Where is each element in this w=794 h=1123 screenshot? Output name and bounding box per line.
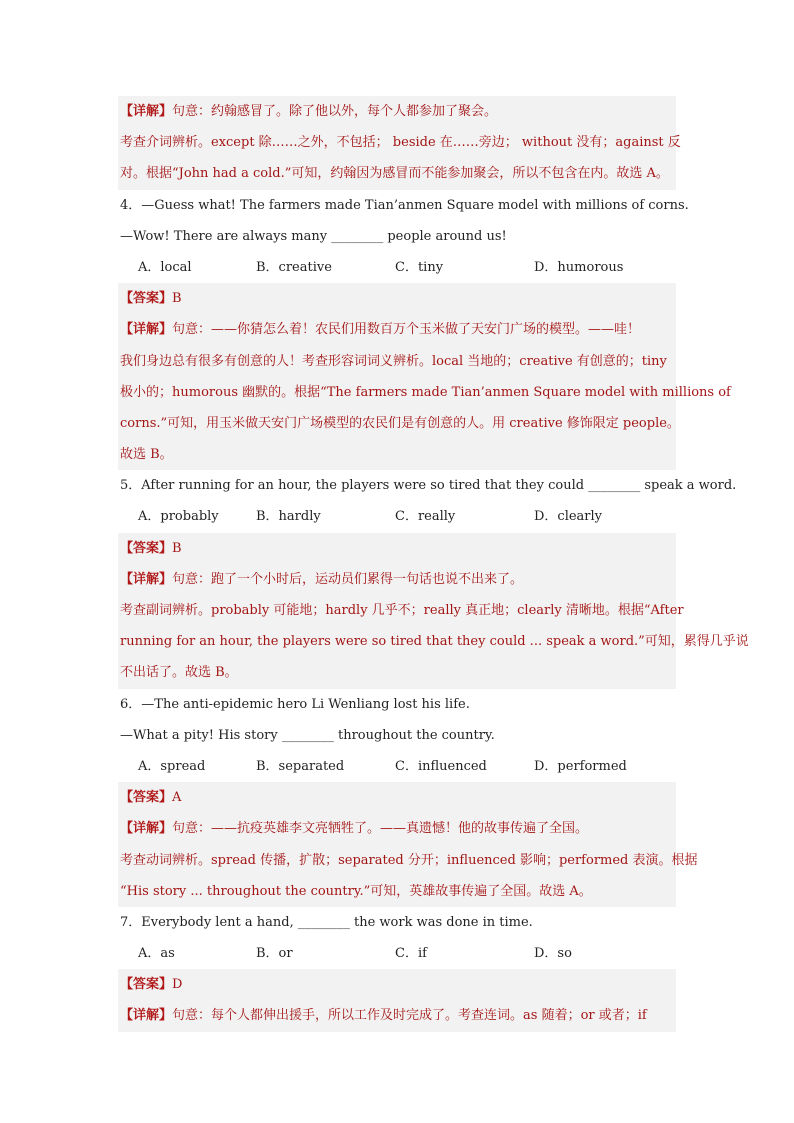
answer-tag: 【答案】: [120, 790, 173, 806]
detail-line: 【详解】句意：约翰感冒了。除了他以外，每个人都参加了聚会。: [118, 96, 676, 127]
answer-tag: 【答案】: [120, 977, 173, 993]
answer-line: [118, 969, 676, 1000]
answer-line: [118, 283, 676, 314]
detail-tag: 【详解】: [120, 322, 173, 338]
answer-value: D: [172, 977, 183, 993]
detail-line: 极小的；humorous 幽默的。根据“The farmers made Tian’anmen Square model with millions of: [118, 377, 676, 408]
answer-value: B: [172, 291, 182, 307]
detail-line: 不出话了。故选 B。: [118, 657, 676, 688]
detail-line: 故选 B。: [118, 439, 676, 470]
option-c: C．influenced: [395, 758, 487, 774]
question-4-stem-line-2: —Wow! There are always many ________ people around us!: [120, 228, 507, 244]
detail-line: 我们身边总有很多有创意的人！考查形容词词义辨析。local 当地的；creative 有创意的；tiny: [118, 346, 676, 377]
detail-line: running for an hour, the players were so tired that they could ... speak a word.”可知，累得几乎说: [118, 626, 676, 657]
detail-line: 【详解】句意：每个人都伸出援手，所以工作及时完成了。考查连词。as 随着；or 或者；if: [118, 1000, 676, 1031]
option-c: C．if: [395, 946, 427, 962]
detail-tag: 【详解】: [120, 104, 173, 119]
option-d: D．clearly: [534, 509, 603, 525]
answer-value: A: [172, 790, 182, 806]
detail-line: 对。根据“John had a cold.”可知，约翰因为感冒而不能参加聚会，所以不包含在内。故选 A。: [118, 158, 676, 189]
detail-line: corns.”可知，用玉米做天安门广场模型的农民们是有创意的人。用 creative 修饰限定 people。: [118, 408, 676, 439]
detail-line: 考查副词辨析。probably 可能地；hardly 几乎不；really 真正地；clearly 清晰地。根据“After: [118, 595, 676, 626]
answer-tag: 【答案】: [120, 291, 173, 307]
answer-line: [118, 782, 676, 813]
question-4-stem: 4．—Guess what! The farmers made Tian’anmen Square model with millions of corns.: [120, 197, 689, 213]
option-a: A．spread: [138, 758, 206, 774]
question-7-stem: 7．Everybody lent a hand, ________ the work was done in time.: [120, 914, 533, 930]
answer-tag: 【答案】: [120, 540, 173, 556]
answer-line: [118, 533, 676, 564]
option-d: D．performed: [534, 758, 627, 774]
page-content: [118, 96, 749, 1032]
detail-line: 考查动词辨析。spread 传播，扩散；separated 分开；influenced 影响；performed 表演。根据: [118, 845, 676, 876]
question-6-stem-line-2: —What a pity! His story ________ throughout the country.: [120, 727, 495, 743]
detail-line: 【详解】句意：——抗疫英雄李文亮牺牲了。——真遗憾！他的故事传遍了全国。: [118, 813, 676, 844]
detail-line: 【详解】句意：跑了一个小时后，运动员们累得一句话也说不出来了。: [118, 564, 676, 595]
question-5-stem: 5．After running for an hour, the players were so tired that they could ________ speak a word.: [120, 478, 737, 494]
detail-line: “His story ... throughout the country.”可知，英雄故事传遍了全国。故选 A。: [118, 876, 676, 907]
option-a: A．as: [138, 946, 175, 962]
question-5-options: [118, 501, 676, 532]
option-b: B．hardly: [256, 509, 321, 525]
option-b: B．or: [256, 946, 293, 962]
detail-line: 考查介词辨析。except 除……之外，不包括； beside 在……旁边； without 没有；against 反: [118, 127, 676, 158]
answer-value: B: [172, 540, 182, 556]
question-7-options: [118, 938, 676, 969]
question-6-stem: 6．—The anti-epidemic hero Li Wenliang lost his life.: [120, 696, 470, 712]
detail-line: 【详解】句意：——你猜怎么着！农民们用数百万个玉米做了天安门广场的模型。——哇！: [118, 314, 676, 345]
option-c: C．really: [395, 509, 456, 525]
question-4-options: [118, 252, 676, 283]
option-a: A．probably: [138, 509, 219, 525]
detail-tag: 【详解】: [120, 571, 173, 587]
detail-tag: 【详解】: [120, 1008, 173, 1024]
question-6-options: [118, 751, 676, 782]
option-a: A．local: [138, 259, 192, 275]
option-b: B．separated: [256, 758, 345, 774]
detail-tag: 【详解】: [120, 821, 173, 837]
option-d: D．so: [534, 946, 572, 962]
option-c: C．tiny: [395, 259, 444, 275]
option-b: B．creative: [256, 259, 332, 275]
option-d: D．humorous: [534, 259, 624, 275]
